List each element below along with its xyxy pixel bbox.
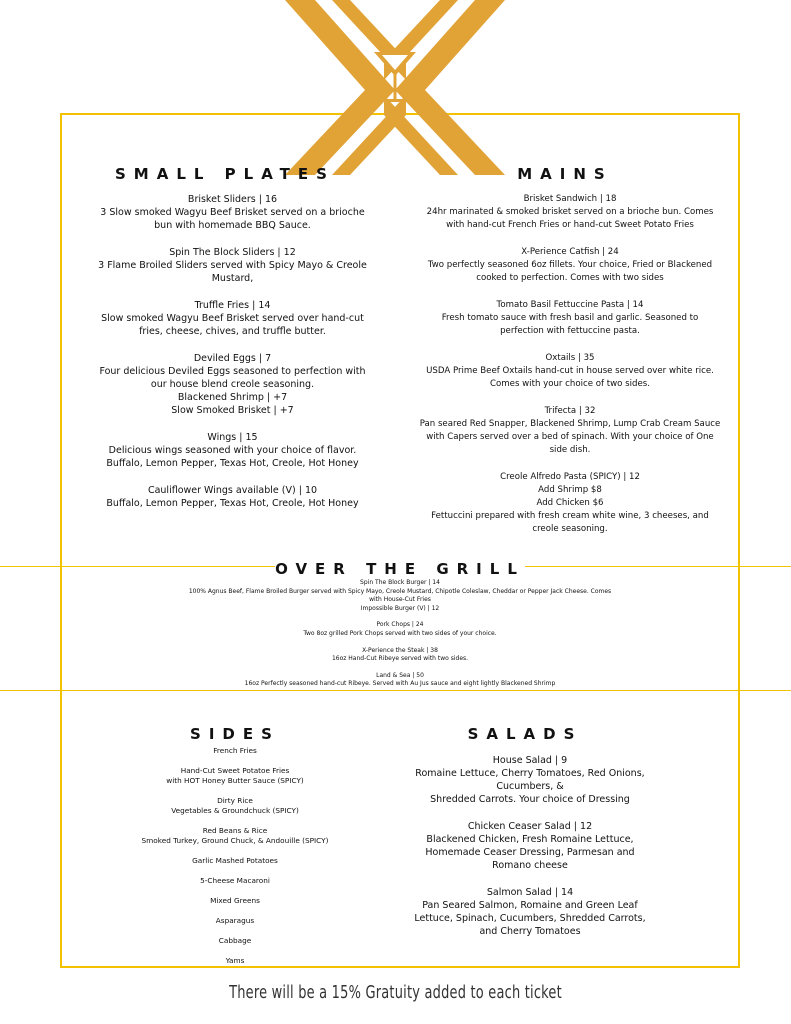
menu-item-description: fries, cheese, chives, and truffle butter.: [139, 326, 326, 337]
menu-item-description: creole seasoning.: [532, 524, 608, 534]
menu-item-title: Hand-Cut Sweet Potatoe Fries: [180, 766, 290, 775]
menu-item: [130, 956, 340, 966]
menu-item-title: Brisket Sliders | 16: [187, 194, 278, 205]
menu-item-description: Cucumbers, &: [496, 781, 564, 792]
menu-item-title: Mixed Greens: [210, 896, 260, 905]
menu-item: [130, 796, 340, 816]
menu-item-description: with hand-cut French Fries or hand-cut Sweet Potato Fries: [446, 220, 694, 230]
menu-item-title: X-Perience Catfish | 24: [521, 247, 619, 257]
menu-item: [410, 193, 730, 232]
small-plates-heading: SMALL PLATES: [115, 165, 335, 183]
menu-item-description: Romaine Lettuce, Cherry Tomatoes, Red Onions,: [415, 768, 645, 779]
menu-item: [410, 352, 730, 391]
menu-item: [405, 820, 655, 872]
menu-item-description: Blackened Shrimp | +7: [177, 392, 288, 403]
menu-item-description: Add Chicken $6: [536, 498, 604, 508]
menu-item: [405, 886, 655, 938]
mains-heading: MAINS: [517, 165, 613, 183]
menu-item-title: French Fries: [213, 746, 257, 755]
frame-right-border: [738, 113, 740, 968]
menu-item-description: Homemade Ceaser Dressing, Parmesan and: [425, 847, 635, 858]
menu-item-title: Salmon Salad | 14: [486, 887, 574, 898]
menu-item-title: Cauliflower Wings available (V) | 10: [147, 485, 318, 496]
small-plates-list: [85, 193, 380, 524]
menu-item-description: Smoked Turkey, Ground Chuck, & Andouille (SPICY): [141, 836, 329, 845]
menu-item: [85, 352, 380, 417]
menu-item-title: Creole Alfredo Pasta (SPICY) | 12: [500, 472, 640, 482]
menu-item: [85, 431, 380, 470]
menu-item-title: Trifecta | 32: [544, 406, 596, 416]
menu-item-title: Spin The Block Burger | 14: [360, 579, 440, 586]
sides-list: [130, 746, 340, 976]
menu-item-description: 16oz Hand-Cut Ribeye served with two sides.: [331, 655, 469, 663]
menu-item: [120, 647, 680, 664]
menu-item-description: Fettuccini prepared with fresh cream white wine, 3 cheeses, and: [431, 511, 709, 521]
menu-item-title: Pork Chops | 24: [376, 621, 424, 629]
menu-item-title: Truffle Fries | 14: [194, 300, 271, 311]
menu-item-title: X-Perience the Steak | 38: [362, 646, 438, 654]
menu-item-description: Slow smoked Wagyu Beef Brisket served over hand-cut: [101, 313, 364, 324]
frame-left-border: [60, 113, 62, 968]
menu-item-title: Deviled Eggs | 7: [193, 353, 272, 364]
menu-item-description: Pan seared Red Snapper, Blackened Shrimp, Lump Crab Cream Sauce: [419, 419, 721, 429]
menu-item-description: Fresh tomato sauce with fresh basil and garlic. Seasoned to: [441, 313, 699, 323]
menu-item-title: 5-Cheese Macaroni: [200, 876, 270, 885]
menu-item: [120, 672, 680, 689]
menu-item: [410, 405, 730, 457]
menu-item-description: Pan Seared Salmon, Romaine and Green Leaf: [422, 900, 638, 911]
menu-item-description: Romano cheese: [492, 860, 568, 871]
menu-item-title: Yams: [225, 956, 245, 965]
menu-item-description: Four delicious Deviled Eggs seasoned to perfection with: [99, 366, 366, 377]
menu-item-description: Two 8oz grilled Pork Chops served with two sides of your choice.: [303, 629, 497, 637]
menu-item: [130, 746, 340, 756]
menu-item: [410, 471, 730, 536]
menu-item: [85, 299, 380, 338]
menu-item: [120, 621, 680, 638]
menu-item-description: 3 Flame Broiled Sliders served with Spicy Mayo & Creole: [98, 260, 367, 271]
menu-item-title: Garlic Mashed Potatoes: [192, 856, 278, 865]
menu-item: [85, 193, 380, 232]
martini-x-logo-icon: [270, 0, 520, 175]
menu-item: [85, 484, 380, 510]
menu-item-description: 100% Agnus Beef, Flame Broiled Burger served with Spicy Mayo, Creole Mustard, Chipotle Coleslaw, Cheddar or Pepper Jack Cheese. Comes: [188, 587, 612, 595]
mains-list: [410, 193, 730, 550]
salads-list: [405, 754, 655, 952]
menu-item-title: Red Beans & Rice: [202, 826, 268, 835]
menu-item-description: Add Shrimp $8: [538, 485, 602, 495]
menu-item-title: Wings | 15: [207, 432, 258, 443]
menu-item-description: 3 Slow smoked Wagyu Beef Brisket served on a brioche: [100, 207, 365, 218]
menu-item-title: Land & Sea | 50: [376, 671, 424, 679]
menu-item: [130, 876, 340, 886]
menu-item-description: 16oz Perfectly seasoned hand-cut Ribeye. Served with Au Jus sauce and eight lightly Blackened Shrimp: [244, 680, 556, 688]
menu-item-description: Shredded Carrots. Your choice of Dressing: [430, 794, 630, 805]
menu-item-title: Tomato Basil Fettuccine Pasta | 14: [496, 300, 644, 310]
menu-item: [130, 826, 340, 846]
menu-item-description: Buffalo, Lemon Pepper, Texas Hot, Creole, Hot Honey: [106, 498, 359, 509]
menu-item-description: Impossible Burger (V) | 12: [360, 604, 440, 612]
menu-item-title: Spin The Block Sliders | 12: [169, 247, 296, 258]
grill-list: [120, 579, 680, 697]
menu-item-description: with HOT Honey Butter Sauce (SPICY): [166, 776, 304, 785]
menu-item: [410, 246, 730, 285]
menu-item-description: USDA Prime Beef Oxtails hand-cut in house served over white rice.: [426, 366, 714, 376]
menu-item-description: Lettuce, Spinach, Cucumbers, Shredded Carrots,: [414, 913, 646, 924]
menu-item-description: bun with homemade BBQ Sauce.: [154, 220, 311, 231]
menu-item-title: Oxtails | 35: [545, 353, 595, 363]
menu-item-description: side dish.: [549, 445, 591, 455]
menu-item-description: Delicious wings seasoned with your choice of flavor.: [108, 445, 357, 456]
menu-item-description: with Capers served over a bed of spinach. With your choice of One: [426, 432, 714, 442]
menu-item: [85, 246, 380, 285]
menu-item-description: Comes with your choice of two sides.: [490, 379, 650, 389]
gratuity-note: There will be a 15% Gratuity added to each ticket: [229, 982, 562, 1003]
menu-item-title: Chicken Ceaser Salad | 12: [467, 821, 593, 832]
menu-item-description: Mustard,: [211, 273, 254, 284]
menu-item: [405, 754, 655, 806]
menu-item-title: Asparagus: [215, 916, 255, 925]
menu-item-description: Blackened Chicken, Fresh Romaine Lettuce,: [426, 834, 634, 845]
menu-item-description: Buffalo, Lemon Pepper, Texas Hot, Creole, Hot Honey: [106, 458, 359, 469]
menu-item-title: Cabbage: [218, 936, 252, 945]
menu-item: [130, 766, 340, 786]
menu-item: [130, 896, 340, 906]
menu-item-description: with House-Cut Fries: [369, 596, 431, 604]
menu-item-description: and Cherry Tomatoes: [479, 926, 581, 937]
menu-item-title: Brisket Sandwich | 18: [523, 194, 617, 204]
menu-item-description: Vegetables & Groundchuck (SPICY): [171, 806, 299, 815]
menu-item-description: Two perfectly seasoned 6oz fillets. Your choice, Fried or Blackened: [427, 260, 713, 270]
menu-item-description: perfection with fettuccine pasta.: [500, 326, 640, 336]
menu-item-description: cooked to perfection. Comes with two sides: [476, 273, 664, 283]
menu-item-description: 24hr marinated & smoked brisket served on a brioche bun. Comes: [426, 207, 714, 217]
menu-item: [130, 936, 340, 946]
salads-heading: SALADS: [467, 725, 583, 743]
menu-item: [130, 856, 340, 866]
menu-item: [410, 299, 730, 338]
menu-item: [130, 916, 340, 926]
over-the-grill-heading: OVER THE GRILL: [275, 560, 525, 578]
menu-item-description: our house blend creole seasoning.: [150, 379, 315, 390]
menu-item-title: House Salad | 9: [492, 755, 568, 766]
menu-item: [120, 579, 680, 613]
sides-heading: SIDES: [190, 725, 280, 743]
menu-item-description: Slow Smoked Brisket | +7: [171, 405, 294, 416]
menu-item-title: Dirty Rice: [217, 796, 253, 805]
